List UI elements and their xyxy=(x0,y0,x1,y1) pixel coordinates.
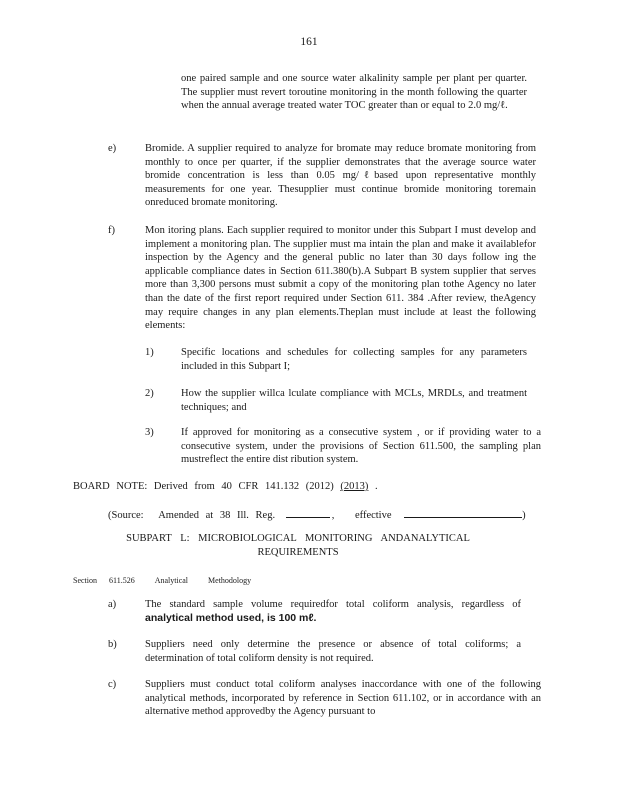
list-item-label: 2) xyxy=(145,388,154,399)
source-amended: Amended at 38 Ill. Reg. xyxy=(158,510,276,521)
paragraph-e-text: Bromide. A supplier required to analyze for bromate may reduce bromate monitoring from monthly to once per quarter, if the supplier demonstrates that the average source water bromide concentration is less than 0.05 mg/ℓbased upon representative monthly measurements for one year. Thesupplier must continue bromide monitoring toremain onreduced bromate monitoring. xyxy=(145,143,536,209)
paragraph-c-text: Suppliers must conduct total coliform analyses inaccordance with one of the following analytical methods, incorporated by reference in Section 611.102, or in accordance with an alternative method approvedby the Agency pursuant to xyxy=(145,679,541,718)
paragraph-a xyxy=(145,598,521,625)
paragraph-a-text: The standard sample volume requiredfor total coliform analysis, regardless of xyxy=(145,599,521,610)
paragraph-e-label: e) xyxy=(108,143,117,154)
list-item: How the supplier willca lculate compliance with MCLs, MRDLs, and treatment techniques; and xyxy=(181,388,527,413)
paragraph-d-continuation: one paired sample and one source water alkalinity sample per plant per quarter. The supplier must revert toroutine monitoring in the month following the quarter when the annual average treated water TOC greater than or equal to 2.0 mg/ℓ. xyxy=(181,73,527,112)
page-number: 161 xyxy=(300,36,318,48)
paragraph-f-label: f) xyxy=(108,225,115,236)
source-effective: effective xyxy=(354,510,392,521)
source-prefix: (Source: xyxy=(108,510,144,521)
section-title: Analytical Methodology xyxy=(154,576,252,585)
board-note-year-underlined: (2013) xyxy=(340,481,369,492)
section-heading xyxy=(73,574,373,588)
paragraph-a-label: a) xyxy=(108,599,117,610)
board-note xyxy=(73,480,493,494)
subpart-heading-line1: SUBPART L: MICROBIOLOGICAL MONITORING ANDANALYTICAL xyxy=(126,533,470,544)
paragraph-f-text: Mon itoring plans. Each supplier required to monitor under this Subpart I must develop and implement a monitoring plan. The supplier must ma intain the plan and make it availablefor inspection by the Agency and the general public no later than 30 days follow ing the applicable compliance dates in Section 611.380(b).A Subpart B system supplier that serves more than 3,300 persons must submit a copy of the monitoring plan tothe Agency no later than the date of the first report required under Section 611. 384 .After review, theAgency may require changes in any plan elements.Theplan must include at least the following elements: xyxy=(145,225,536,332)
source-line: (Source: Amended at 38 Ill. Reg. , effective ) xyxy=(108,507,508,523)
board-note-end: . xyxy=(374,481,378,492)
source-effective-blank xyxy=(404,507,522,518)
board-note-text: BOARD NOTE: Derived from 40 CFR 141.132 (2012) xyxy=(73,481,334,492)
source-reg-blank xyxy=(286,507,330,518)
section-number: Section 611.526 xyxy=(73,576,135,585)
list-item: If approved for monitoring as a consecutive system , or if providing water to a consecutive system, under the provisions of Section 611.500, the sampling plan mustreflect the entire dist ribution system. xyxy=(181,427,541,466)
paragraph-c-label: c) xyxy=(108,679,117,690)
source-close: ) xyxy=(522,510,526,521)
paragraph-b-text: Suppliers need only determine the presence or absence of total coliforms; a determination of total coliform density is not required. xyxy=(145,639,521,664)
paragraph-b-label: b) xyxy=(108,639,117,650)
subpart-heading-line2: REQUIREMENTS xyxy=(257,546,339,558)
list-item-label: 3) xyxy=(145,427,154,438)
subpart-heading xyxy=(108,532,488,559)
list-item: Specific locations and schedules for collecting samples for any parameters included in this Subpart I; xyxy=(181,347,527,372)
list-item-label: 1) xyxy=(145,347,154,358)
paragraph-a-bold-text: analytical method used, is 100 mℓ. xyxy=(145,611,317,624)
